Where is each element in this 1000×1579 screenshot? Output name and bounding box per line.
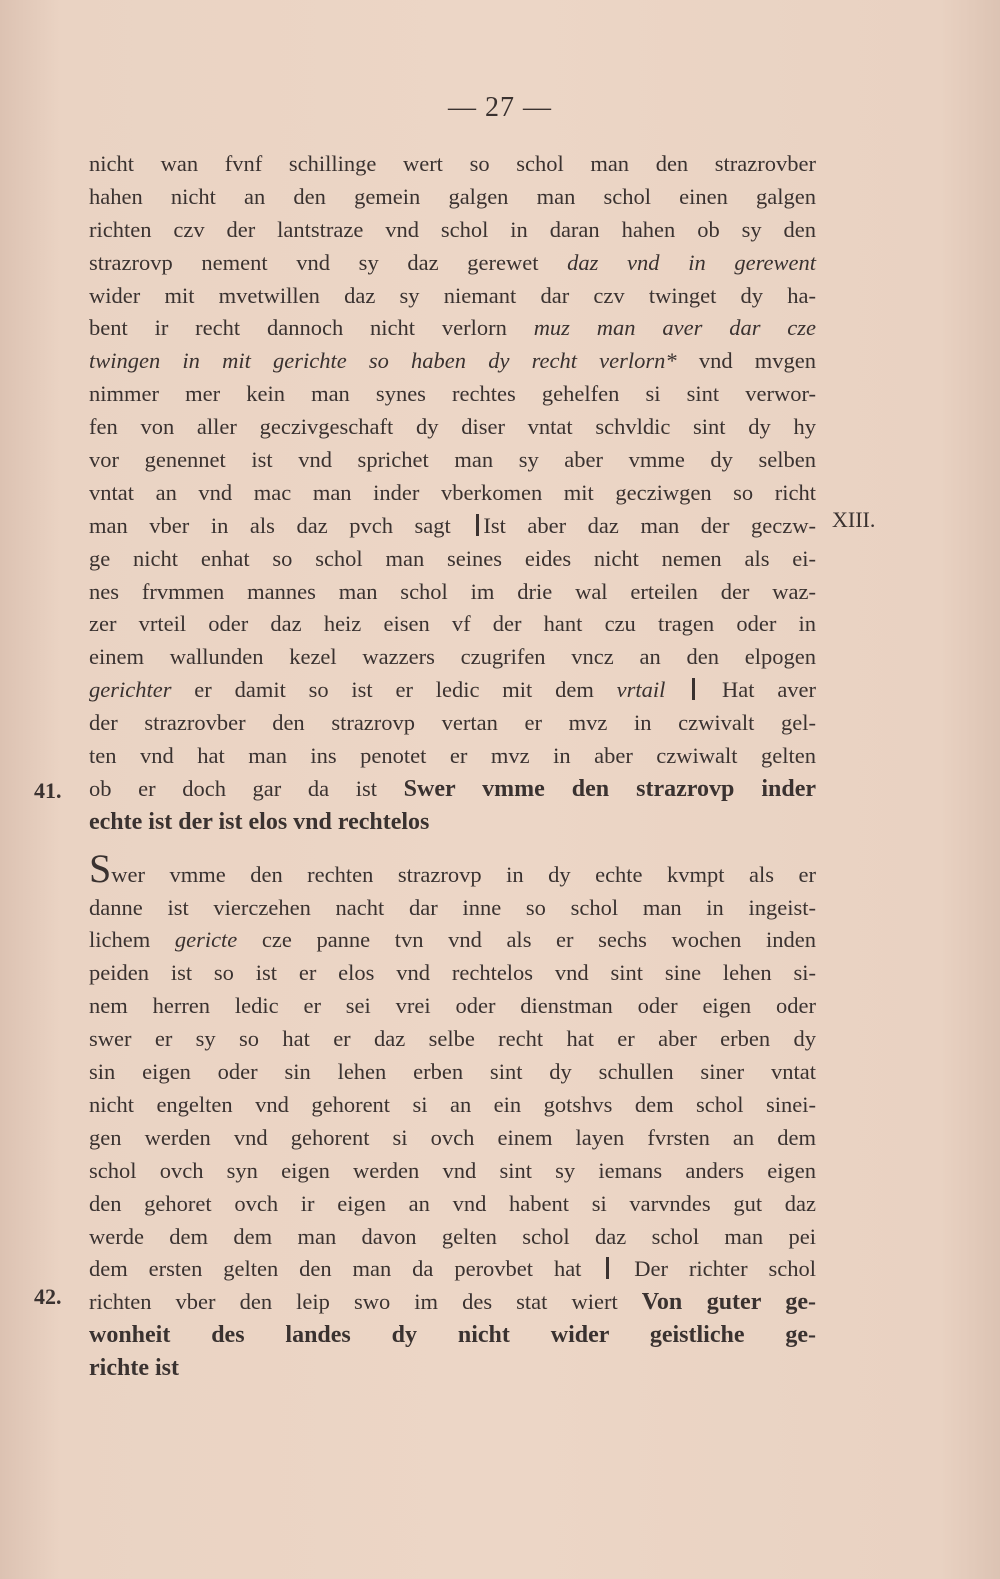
drop-cap: S	[89, 845, 112, 891]
italic-span: muz man aver dar cze	[533, 315, 817, 341]
text-line: swer er sy so hat er daz selbe recht hat er aber erben dy	[89, 1026, 816, 1052]
text-line: ge nicht enhat so schol man seines eides nicht nemen als ei-	[89, 545, 816, 571]
italic-span: daz vnd in gerewent	[567, 249, 817, 275]
margin-roman-numeral: XIII.	[832, 507, 876, 532]
body-text	[89, 148, 816, 1385]
text-span: strazrovp nement vnd sy daz gerewet	[89, 249, 539, 275]
text-line: fen von aller geczivgeschaft dy diser vntat schvldic sint dy hy	[89, 414, 816, 440]
paragraph-gap	[89, 839, 816, 859]
text-line: den gehoret ovch ir eigen an vnd habent si varvndes gut daz	[89, 1190, 816, 1216]
text-line: danne ist vierczehen nacht dar inne so schol man in ingeist-	[89, 894, 816, 920]
italic-span: gerichter	[89, 677, 172, 703]
margin-section-42: 42.	[34, 1284, 62, 1309]
text-line	[89, 312, 816, 345]
text-line	[89, 924, 816, 957]
text-line: nimmer mer kein man synes rechtes gehelfen si sint verwor-	[89, 381, 816, 407]
italic-span: vrtail	[616, 677, 666, 703]
text-line	[89, 510, 816, 543]
text-line	[89, 247, 816, 280]
heading-span: Swer vmme den strazrovp inder	[403, 775, 817, 802]
margin-section-41: 41.	[34, 778, 62, 803]
heading-line: wonheit des landes dy nicht wider geistliche ge-	[89, 1322, 816, 1349]
italic-span: twingen in mit gerichte so haben dy recht verlorn*	[89, 348, 677, 374]
text-line	[89, 773, 816, 806]
text-line	[89, 674, 816, 707]
text-span: wer vmme den rechten strazrovp in dy echte kvmpt als er	[111, 861, 816, 887]
text-line: zer vrteil oder daz heiz eisen vf der hant czu tragen oder in	[89, 611, 816, 637]
text-line	[89, 345, 816, 378]
text-span: Hat aver	[722, 677, 817, 703]
text-span: lichem	[89, 927, 151, 953]
text-span: er damit so ist er ledic mit dem	[194, 677, 594, 703]
text-line: vor genennet ist vnd sprichet man sy aber vmme dy selben	[89, 447, 816, 473]
text-line: schol ovch syn eigen werden vnd sint sy iemans anders eigen	[89, 1157, 816, 1183]
section-bar	[606, 1257, 609, 1279]
text-line: nicht wan fvnf schillinge wert so schol man den strazrovber	[89, 151, 816, 176]
text-line: ten vnd hat man ins penotet er mvz in aber czwiwalt gelten	[89, 743, 816, 769]
text-span: Der richter schol	[634, 1256, 816, 1282]
text-line: richten czv der lantstraze vnd schol in daran hahen ob sy den	[89, 216, 816, 242]
section-bar	[692, 678, 695, 700]
text-line	[89, 1253, 816, 1286]
text-line: wider mit mvetwillen daz sy niemant dar czv twinget dy ha-	[89, 282, 816, 308]
text-line: werde dem dem man davon gelten schol daz schol man pei	[89, 1223, 816, 1249]
section-bar	[476, 514, 479, 536]
heading-span: Von guter ge-	[641, 1289, 816, 1316]
text-span: bent ir recht dannoch nicht verlorn	[89, 315, 507, 341]
text-span: cze panne tvn vnd als er sechs wochen inden	[261, 927, 816, 953]
text-line: hahen nicht an den gemein galgen man schol einen galgen	[89, 183, 816, 209]
text-line: nicht engelten vnd gehorent si an ein gotshvs dem schol sinei-	[89, 1091, 816, 1117]
italic-span: gericte	[174, 927, 238, 953]
text-line	[89, 845, 816, 892]
text-span: man vber in als daz pvch sagt	[89, 512, 451, 538]
text-line: vntat an vnd mac man inder vberkomen mit gecziwgen so richt	[89, 479, 816, 505]
page-number: — 27 —	[448, 92, 552, 123]
text-span: dem ersten gelten den man da perovbet hat	[89, 1256, 582, 1282]
heading-line: echte ist der ist elos vnd rechtelos	[89, 808, 430, 835]
text-line: sin eigen oder sin lehen erben sint dy schullen siner vntat	[89, 1059, 816, 1085]
text-span: Ist aber daz man der geczw-	[483, 512, 817, 538]
text-line: nes frvmmen mannes man schol im drie wal erteilen der waz-	[89, 578, 816, 604]
text-line: der strazrovber den strazrovp vertan er mvz in czwivalt gel-	[89, 710, 816, 736]
heading-line: richte ist	[89, 1355, 179, 1382]
text-line: peiden ist so ist er elos vnd rechtelos vnd sint sine lehen si-	[89, 960, 816, 986]
text-span: vnd mvgen	[698, 348, 816, 374]
text-line: nem herren ledic er sei vrei oder dienstman oder eigen oder	[89, 993, 816, 1019]
text-span: richten vber den leip swo im des stat wiert	[89, 1289, 618, 1315]
text-line: einem wallunden kezel wazzers czugrifen vncz an den elpogen	[89, 644, 816, 670]
text-span: ob er doch gar da ist	[89, 775, 378, 801]
text-line: gen werden vnd gehorent si ovch einem layen fvrsten an dem	[89, 1124, 816, 1150]
text-line	[89, 1286, 816, 1319]
